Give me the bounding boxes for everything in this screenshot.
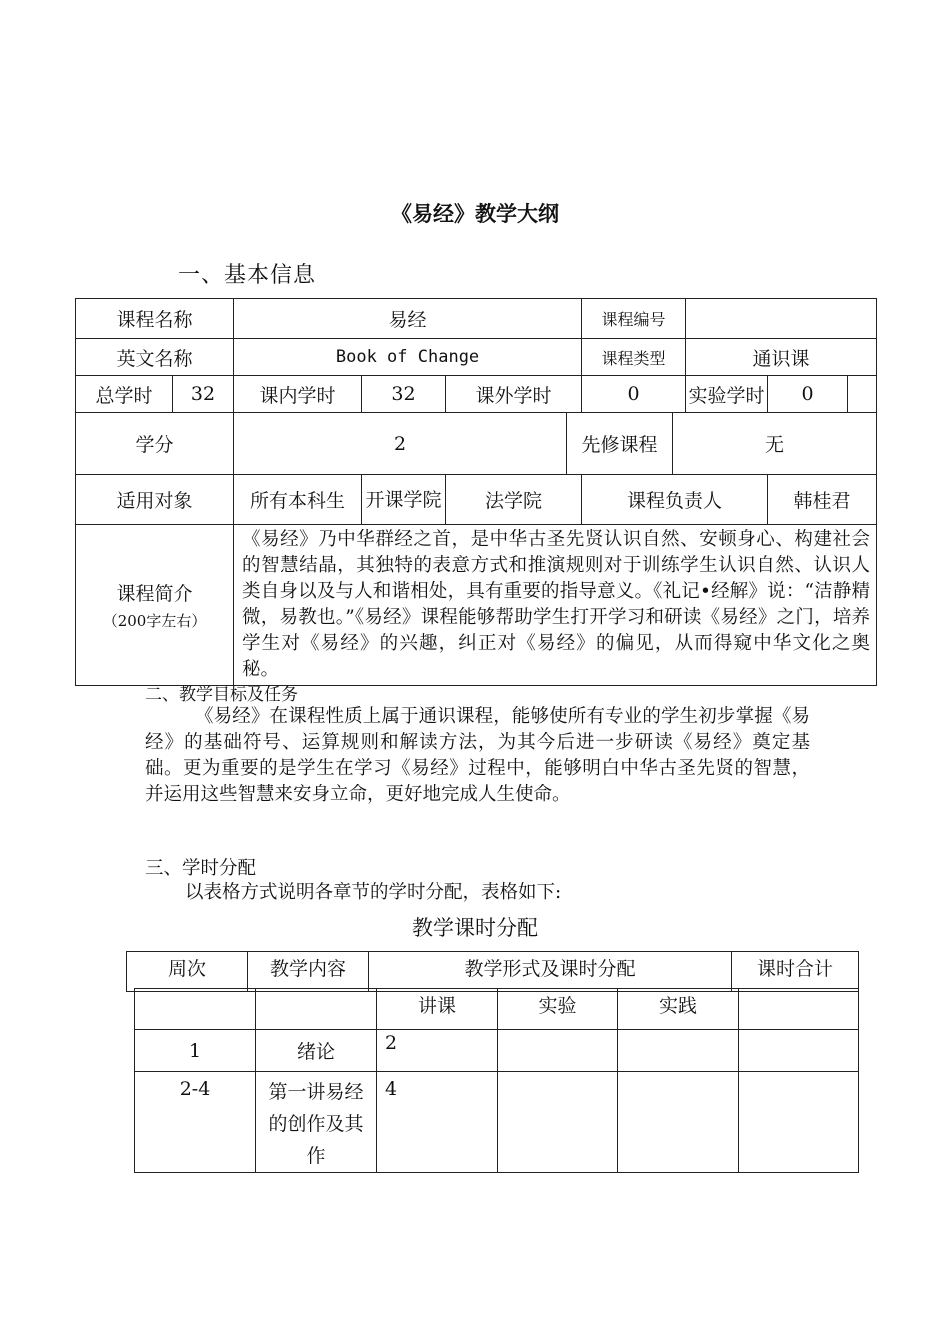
week-cell: 2-4 (135, 1072, 256, 1173)
lab-cell (498, 1072, 618, 1173)
course-code (686, 299, 877, 339)
total-hours-label: 总学时 (76, 376, 173, 413)
subheader-lab: 实验 (498, 989, 618, 1030)
english-name: Book of Change (234, 339, 582, 376)
subheader-practice: 实践 (618, 989, 739, 1030)
content-cell: 绪论 (256, 1030, 377, 1072)
header-content: 教学内容 (248, 952, 369, 992)
intro-label: 课程简介 (116, 583, 193, 605)
hours-table-title: 教学课时分配 (412, 916, 538, 940)
hours-table-header (126, 951, 859, 992)
credit-label: 学分 (76, 413, 234, 475)
course-name-label: 课程名称 (76, 299, 234, 339)
week-cell: 1 (135, 1030, 256, 1072)
doc-title: 《易经》教学大纲 (391, 201, 559, 226)
audience-label: 适用对象 (76, 475, 234, 525)
section-1-heading: 一、基本信息 (178, 263, 317, 288)
lead-label: 课程负责人 (582, 475, 768, 525)
out-class-hours-label: 课外学时 (446, 376, 582, 413)
empty-cell (135, 989, 256, 1030)
lab-hours: 0 (768, 376, 848, 413)
total-hours: 32 (173, 376, 234, 413)
basic-info-table (75, 298, 877, 686)
course-name: 易经 (234, 299, 582, 339)
lab-hours-label: 实验学时 (686, 376, 768, 413)
practice-cell (618, 1030, 739, 1072)
course-type-label: 课程类型 (582, 339, 686, 376)
section-3-heading: 三、学时分配 (145, 858, 257, 879)
course-type: 通识课 (686, 339, 877, 376)
course-code-label: 课程编号 (582, 299, 686, 339)
empty-cell (848, 376, 877, 413)
section-2-text: 《易经》在课程性质上属于通识课程，能够使所有专业的学生初步掌握《易经》的基础符号、运算规则和解读方法，为其今后进一步研读《易经》奠定基础。更为重要的是学生在学习《易经》过程中，能够明白中华古圣先贤的智慧，并运用这些智慧来安身立命，更好地完成人生使命。 (145, 706, 810, 805)
total-cell (739, 1030, 859, 1072)
section-2-heading: 二、教学目标及任务 (145, 685, 298, 705)
credit: 2 (234, 413, 567, 475)
out-class-hours: 0 (582, 376, 686, 413)
content-cell: 第一讲易经的创作及其作 (256, 1072, 377, 1173)
table-row (135, 1030, 859, 1072)
hours-table-body (134, 988, 859, 1173)
lead: 韩桂君 (768, 475, 877, 525)
subheader-lecture: 讲课 (377, 989, 498, 1030)
intro-label-cell (76, 525, 234, 686)
audience: 所有本科生 (234, 475, 362, 525)
lab-cell (498, 1030, 618, 1072)
empty-cell (739, 989, 859, 1030)
empty-cell (256, 989, 377, 1030)
header-total: 课时合计 (732, 952, 859, 992)
header-week: 周次 (127, 952, 248, 992)
lecture-cell: 4 (377, 1072, 498, 1173)
prereq: 无 (673, 413, 877, 475)
header-form: 教学形式及课时分配 (369, 952, 732, 992)
total-cell (739, 1072, 859, 1173)
prereq-label: 先修课程 (567, 413, 673, 475)
lecture-cell: 2 (377, 1030, 498, 1072)
section-3-text: 以表格方式说明各章节的学时分配，表格如下: (185, 882, 562, 903)
practice-cell (618, 1072, 739, 1173)
in-class-hours-label: 课内学时 (234, 376, 362, 413)
intro-text: 《易经》乃中华群经之首，是中华古圣先贤认识自然、安顿身心、构建社会的智慧结晶，其独特的表意方式和推演规则对于训练学生认识自然、认识人类自身以及与人和谐相处，具有重要的指导意义。《礼记•经解》说：“洁静精微，易教也。”《易经》课程能够帮助学生打开学习和研读《易经》之门，培养学生对《易经》的兴趣，纠正对《易经》的偏见，从而得窥中华文化之奥秘。 (234, 525, 877, 686)
intro-sublabel: （200字左右） (102, 612, 207, 630)
college-label: 开课学院 (362, 475, 446, 525)
in-class-hours: 32 (362, 376, 446, 413)
english-name-label: 英文名称 (76, 339, 234, 376)
college: 法学院 (446, 475, 582, 525)
table-row (135, 1072, 859, 1173)
